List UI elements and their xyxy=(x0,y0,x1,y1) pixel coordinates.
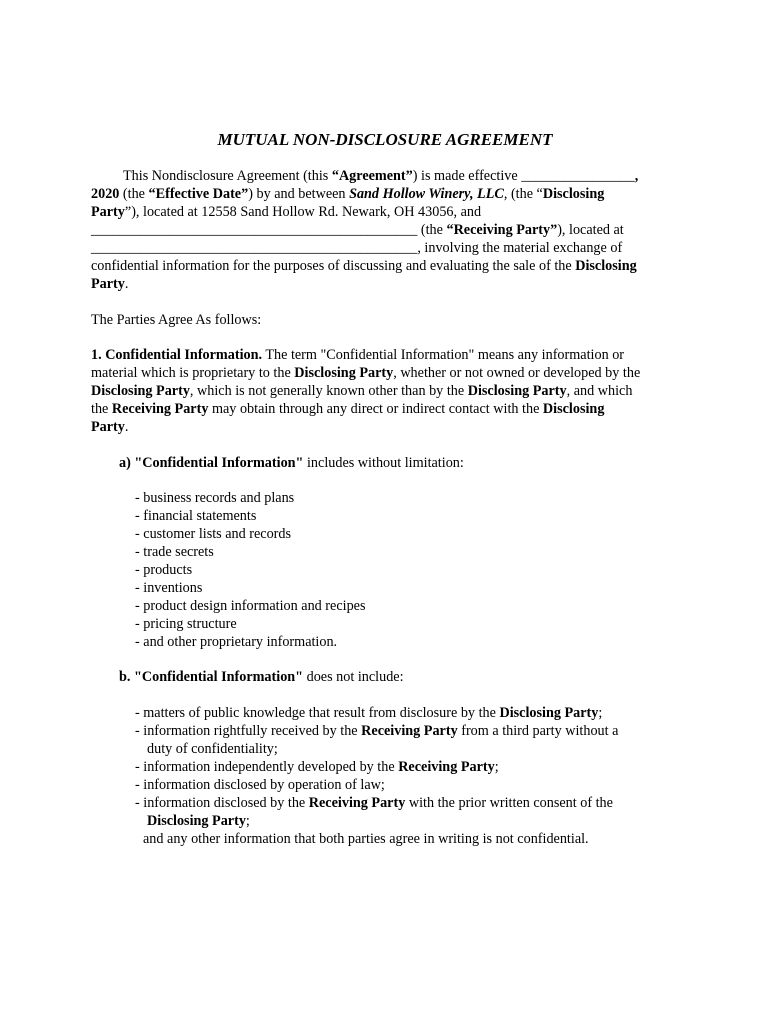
section-1-line-2: material which is proprietary to the Disclosing Party, whether or not owned or developed by the xyxy=(91,365,641,381)
list-item-continuation: duty of confidentiality; xyxy=(147,741,278,757)
intro-line-7: Party. xyxy=(91,276,129,292)
sub-a-heading: a) "Confidential Information" xyxy=(119,455,304,471)
section-1-heading: 1. Confidential Information. xyxy=(91,347,263,363)
list-item: - pricing structure xyxy=(135,616,237,632)
list-item: - business records and plans xyxy=(135,490,295,506)
section-1-line-3: Disclosing Party, which is not generally known other than by the Disclosing Party, and which xyxy=(91,383,633,399)
section-1-line-5: Party. xyxy=(91,419,129,435)
sub-a-heading-line: a) "Confidential Information" includes without limitation: xyxy=(119,455,464,471)
list-item: - financial statements xyxy=(135,508,257,524)
document-title: MUTUAL NON-DISCLOSURE AGREEMENT xyxy=(217,130,553,149)
sub-b-heading: b. "Confidential Information" xyxy=(119,669,304,685)
intro-line-6: confidential information for the purposes of discussing and evaluating the sale of the Disclosing xyxy=(91,258,637,274)
parties-agree-text: The Parties Agree As follows: xyxy=(91,312,262,328)
list-item: - and other proprietary information. xyxy=(135,634,338,650)
list-item: - inventions xyxy=(135,580,203,596)
intro-line-1: This Nondisclosure Agreement (this “Agreement”) is made effective ________________, xyxy=(123,168,639,184)
list-item: - customer lists and records xyxy=(135,526,292,542)
sub-b-heading-line: b. "Confidential Information" does not include: xyxy=(119,669,404,685)
list-item: - information disclosed by operation of law; xyxy=(135,777,385,793)
section-1-line-1: 1. Confidential Information. The term "Confidential Information" means any information or xyxy=(91,347,625,363)
list-item: - trade secrets xyxy=(135,544,214,560)
list-item-continuation: Disclosing Party; xyxy=(147,813,250,829)
intro-line-3: Party”), located at 12558 Sand Hollow Rd. Newark, OH 43056, and xyxy=(91,204,482,220)
list-item: - products xyxy=(135,562,193,578)
list-item: - product design information and recipes xyxy=(135,598,366,614)
list-item: - matters of public knowledge that result from disclosure by the Disclosing Party; xyxy=(135,705,603,721)
intro-line-5: ______________________________________________, involving the material exchange of xyxy=(91,240,623,256)
receiving-party-address-blank: ______________________________________________ xyxy=(91,240,418,256)
intro-line-4: ______________________________________________ (the “Receiving Party”), located at xyxy=(91,222,624,238)
effective-date-blank: ________________ xyxy=(521,168,635,184)
closing-clause: and any other information that both parties agree in writing is not confidential. xyxy=(143,831,589,847)
receiving-party-name-blank: ______________________________________________ xyxy=(91,222,418,238)
list-item: - information disclosed by the Receiving Party with the prior written consent of the xyxy=(135,795,613,811)
list-item: - information rightfully received by the Receiving Party from a third party without a xyxy=(135,723,619,739)
section-1-line-4: the Receiving Party may obtain through any direct or indirect contact with the Disclosing xyxy=(91,401,605,417)
list-item: - information independently developed by the Receiving Party; xyxy=(135,759,499,775)
intro-line-2: 2020 (the “Effective Date”) by and between Sand Hollow Winery, LLC, (the “Disclosing xyxy=(91,186,605,202)
